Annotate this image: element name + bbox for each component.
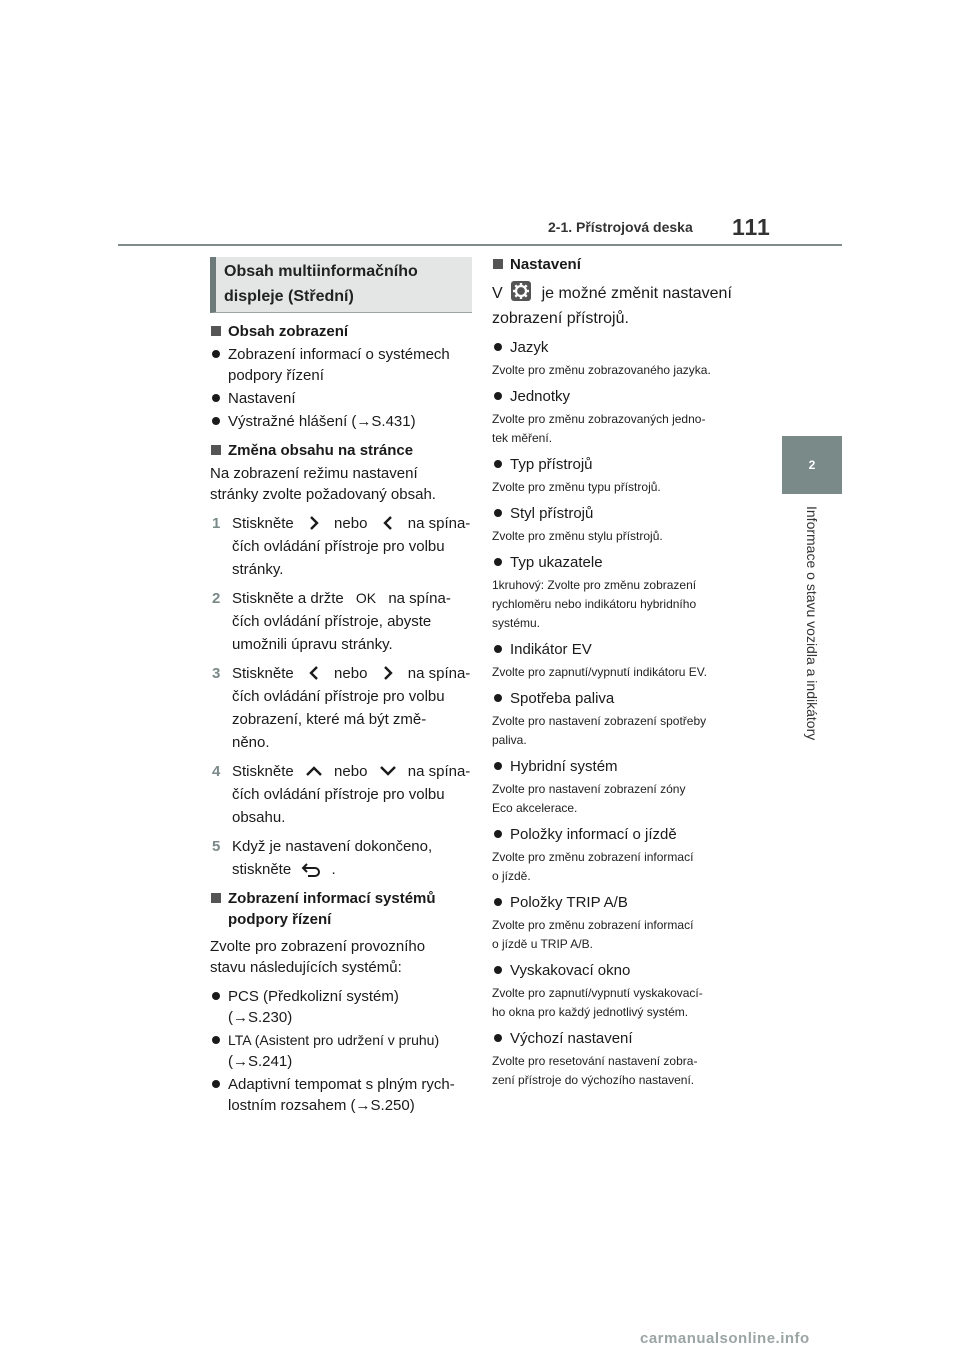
setting-item-indikator-ev: Indikátor EV	[492, 639, 764, 660]
setting-item-typ-pristroju: Typ přístrojů	[492, 454, 764, 475]
setting-desc-line: Zvolte pro změnu zobrazení informací	[492, 918, 694, 932]
list-item-text: Adaptivní tempomat s plným rych-	[228, 1076, 455, 1093]
paragraph-line: Zvolte pro zobrazení provozního	[210, 938, 426, 955]
step-number: 3	[212, 665, 221, 682]
step-3	[210, 663, 472, 753]
step-text: čích ovládání přístroje pro volbu	[232, 538, 445, 555]
right-column	[492, 254, 764, 1090]
setting-desc-line: zení přístroje do výchozího nastavení.	[492, 1073, 695, 1087]
step-text: čích ovládání přístroje pro volbu	[232, 688, 445, 705]
setting-desc	[492, 410, 764, 448]
setting-desc: Zvolte pro zapnutí/vypnutí indikátoru EV.	[492, 665, 708, 679]
step-1	[210, 513, 472, 580]
setting-desc	[492, 916, 764, 954]
setting-desc: Zvolte pro změnu stylu přístrojů.	[492, 529, 663, 543]
setting-item-hybridni-system: Hybridní systém	[492, 756, 764, 777]
setting-item-jednotky: Jednotky	[492, 386, 764, 407]
step-text: na spína-	[407, 763, 471, 780]
step-text: Stiskněte	[232, 665, 294, 682]
setting-desc-line: tek měření.	[492, 431, 553, 445]
setting-desc-line: systému.	[492, 616, 541, 630]
setting-desc-line: Zvolte pro zapnutí/vypnutí vyskakovací-	[492, 986, 703, 1000]
setting-desc: Zvolte pro změnu zobrazovaného jazyka.	[492, 363, 711, 377]
list-item-text: podpory řízení	[228, 367, 324, 384]
list-item	[210, 344, 472, 386]
setting-item-polozky-informaci: Položky informací o jízdě	[492, 824, 764, 845]
setting-item-jazyk: Jazyk	[492, 337, 764, 358]
step-number: 2	[212, 590, 221, 607]
step-text: nebo	[334, 515, 368, 532]
paragraph	[210, 463, 472, 505]
paragraph-line: stavu následujících systémů:	[210, 959, 402, 976]
list-item-text: (→S.241)	[228, 1053, 293, 1070]
paragraph-line: Na zobrazení režimu nastavení	[210, 465, 418, 482]
setting-desc-line: o jízdě u TRIP A/B.	[492, 937, 593, 951]
list-item	[210, 1030, 472, 1072]
step-text: stránky.	[232, 561, 284, 578]
intro-text: je možné změnit nastavení	[541, 285, 732, 302]
list-item-text: LTA (Asistent pro udržení v pruhu)	[228, 1032, 440, 1048]
step-text: čích ovládání přístroje, abyste	[232, 613, 432, 630]
step-text: Stiskněte a držte	[232, 590, 344, 607]
step-number: 5	[212, 838, 221, 855]
list-item-text: PCS (Předkolizní systém)	[228, 988, 399, 1005]
list-item: Výstražné hlášení (→S.431)	[210, 411, 472, 432]
header-section-title: 2-1. Přístrojová deska	[548, 219, 693, 235]
setting-desc-line: 1kruhový: Zvolte pro změnu zobrazení	[492, 578, 697, 592]
section-heading-line-2: displeje (Střední)	[224, 288, 354, 305]
step-text: na spína-	[407, 515, 471, 532]
step-number: 1	[212, 515, 221, 532]
step-4	[210, 761, 472, 828]
setting-desc-line: Zvolte pro změnu zobrazení informací	[492, 850, 694, 864]
ok-button-label: OK	[355, 590, 377, 606]
chapter-tab[interactable]: 2	[782, 436, 842, 494]
step-number: 4	[212, 763, 221, 780]
section-heading-line-1: Obsah multiinformačního	[224, 263, 418, 280]
step-text: něno.	[232, 734, 270, 751]
setting-item-vyskakovaci-okno: Vyskakovací okno	[492, 960, 764, 981]
step-text: obsahu.	[232, 809, 286, 826]
step-text: Stiskněte	[232, 763, 294, 780]
chevron-left-icon	[377, 515, 399, 531]
list-item	[210, 986, 472, 1028]
step-text: Stiskněte	[232, 515, 294, 532]
step-text: .	[331, 861, 336, 878]
intro-text: zobrazení přístrojů.	[492, 310, 629, 327]
setting-desc: Zvolte pro změnu typu přístrojů.	[492, 480, 661, 494]
chevron-left-icon	[303, 665, 325, 681]
page-number: 111	[732, 214, 771, 240]
setting-desc-line: paliva.	[492, 733, 527, 747]
setting-item-trip-ab: Položky TRIP A/B	[492, 892, 764, 913]
section-heading-box	[210, 257, 472, 313]
step-text: zobrazení, které má být změ-	[232, 711, 427, 728]
back-arrow-icon	[300, 861, 322, 877]
chevron-right-icon	[377, 665, 399, 681]
watermark: carmanualsonline.info	[640, 1330, 810, 1347]
paragraph-line: stránky zvolte požadovaný obsah.	[210, 486, 436, 503]
setting-desc	[492, 984, 764, 1022]
step-text: stiskněte	[232, 861, 292, 878]
setting-desc-line: o jízdě.	[492, 869, 531, 883]
intro-text: V	[492, 285, 503, 302]
setting-item-spotreba-paliva: Spotřeba paliva	[492, 688, 764, 709]
left-column	[210, 257, 472, 1118]
subheading-line: podpory řízení	[228, 911, 332, 928]
gear-icon	[511, 281, 531, 301]
subheading-systemy	[210, 888, 472, 930]
step-text: nebo	[334, 665, 368, 682]
subheading-nastaveni: Nastavení	[492, 254, 764, 275]
list-item-text: Zobrazení informací o systémech	[228, 346, 450, 363]
intro-paragraph	[492, 281, 764, 331]
chapter-title-text: Informace o stavu vozidla a indikátory	[804, 506, 820, 741]
setting-desc	[492, 848, 764, 886]
setting-desc	[492, 1052, 764, 1090]
chevron-down-icon	[377, 763, 399, 779]
setting-desc-line: Zvolte pro nastavení zobrazení spotřeby	[492, 714, 707, 728]
setting-item-styl-pristroju: Styl přístrojů	[492, 503, 764, 524]
setting-item-vychozi-nastaveni: Výchozí nastavení	[492, 1028, 764, 1049]
list-item-text: lostním rozsahem (→S.250)	[228, 1097, 415, 1114]
setting-desc-line: Zvolte pro nastavení zobrazení zóny	[492, 782, 686, 796]
setting-desc	[492, 780, 764, 818]
step-text: na spína-	[388, 590, 451, 607]
setting-desc-line: rychloměru nebo indikátoru hybridního	[492, 597, 697, 611]
subheading-obsah: Obsah zobrazení	[210, 321, 472, 342]
chapter-title	[800, 506, 824, 766]
step-2	[210, 588, 472, 655]
step-text: umožnili úpravu stránky.	[232, 636, 393, 653]
step-5	[210, 836, 472, 880]
step-text: čích ovládání přístroje pro volbu	[232, 786, 445, 803]
step-text: nebo	[334, 763, 368, 780]
setting-desc	[492, 576, 764, 633]
list-item-text: (→S.230)	[228, 1009, 293, 1026]
step-text: na spína-	[407, 665, 471, 682]
setting-item-typ-ukazatele: Typ ukazatele	[492, 552, 764, 573]
setting-desc-line: Zvolte pro změnu zobrazovaných jedno-	[492, 412, 706, 426]
subheading-line: Zobrazení informací systémů	[228, 890, 436, 907]
setting-desc-line: Eco akcelerace.	[492, 801, 578, 815]
paragraph	[210, 936, 472, 978]
list-item	[210, 1074, 472, 1116]
setting-desc-line: ho okna pro každý jednotlivý systém.	[492, 1005, 689, 1019]
setting-desc-line: Zvolte pro resetování nastavení zobra-	[492, 1054, 698, 1068]
chevron-up-icon	[303, 763, 325, 779]
header-divider	[118, 244, 842, 246]
step-text: Když je nastavení dokončeno,	[232, 838, 433, 855]
chevron-right-icon	[303, 515, 325, 531]
subheading-zmena: Změna obsahu na stránce	[210, 440, 472, 461]
list-item: Nastavení	[210, 388, 472, 409]
setting-desc	[492, 712, 764, 750]
